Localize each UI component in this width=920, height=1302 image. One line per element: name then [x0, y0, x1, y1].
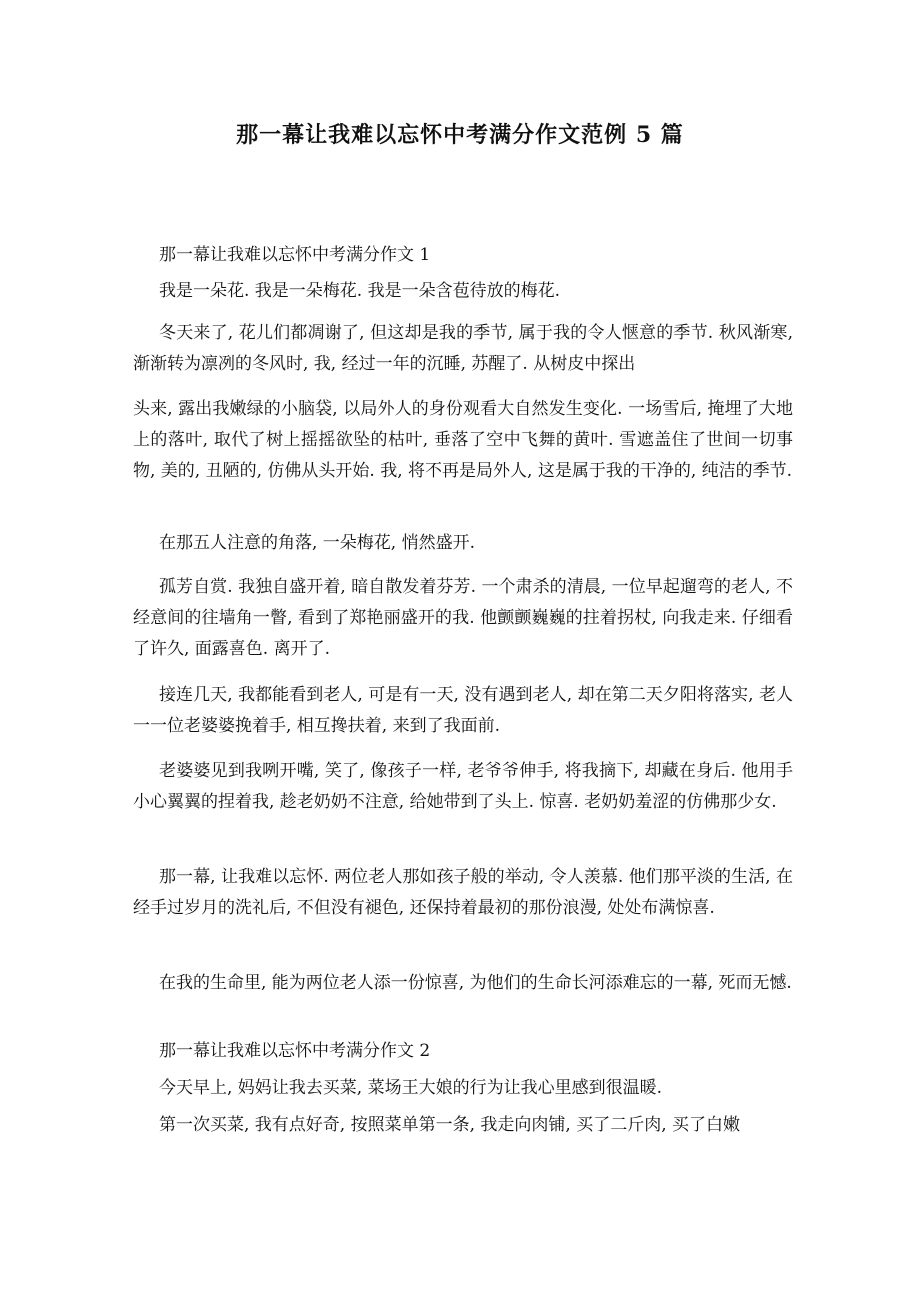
paragraph-5: 孤芳自赏. 我独自盛开着, 暗自散发着芬芳. 一个肃杀的清晨, 一位早起遛弯的老人, 不经意间的往墙角一瞥, 看到了郑艳丽盛开的我. 他颤颤巍巍的拄着拐杖, 向我走来. 仔细看了许久, 面露喜色. 离开了.	[133, 577, 793, 659]
paragraph-3: 头来, 露出我嫩绿的小脑袋, 以局外人的身份观看大自然发生变化. 一场雪后, 掩埋了大地上的落叶, 取代了树上摇摇欲坠的枯叶, 垂落了空中飞舞的黄叶. 雪遮盖住了世间一切事物, 美的, 丑陋的, 仿佛从头开始. 我, 将不再是局外人, 这是属于我的干净的, 纯洁的季节.	[133, 399, 793, 481]
paragraph-7: 老婆婆见到我咧开嘴, 笑了, 像孩子一样, 老爷爷伸手, 将我摘下, 却藏在身后. 他用手小心翼翼的捏着我, 趁老奶奶不注意, 给她带到了头上. 惊喜. 老奶奶羞涩的仿佛那少女.	[133, 761, 793, 812]
paragraph-8: 那一幕, 让我难以忘怀. 两位老人那如孩子般的举动, 令人羡慕. 他们那平淡的生活, 在经手过岁月的洗礼后, 不但没有褪色, 还保持着最初的那份浪漫, 处处布满惊喜.	[133, 867, 793, 918]
essay-heading-1: 那一幕让我难以忘怀中考满分作文 1	[159, 245, 431, 265]
paragraph-1: 我是一朵花. 我是一朵梅花. 我是一朵含苞待放的梅花.	[159, 281, 561, 301]
paragraph-4: 在那五人注意的角落, 一朵梅花, 悄然盛开.	[159, 533, 476, 553]
paragraph-2: 冬天来了, 花儿们都凋谢了, 但这却是我的季节, 属于我的令人惬意的季节. 秋风渐寒, 渐渐转为凛冽的冬风时, 我, 经过一年的沉睡, 苏醒了. 从树皮中探出	[133, 323, 793, 374]
paragraph-11: 第一次买菜, 我有点好奇, 按照菜单第一条, 我走向肉铺, 买了二斤肉, 买了白嫩	[159, 1115, 741, 1135]
document-title: 那一幕让我难以忘怀中考满分作文范例 5 篇	[236, 122, 684, 148]
essay-heading-2: 那一幕让我难以忘怀中考满分作文 2	[159, 1041, 431, 1061]
paragraph-10: 今天早上, 妈妈让我去买菜, 菜场王大娘的行为让我心里感到很温暖.	[159, 1078, 663, 1098]
paragraph-6: 接连几天, 我都能看到老人, 可是有一天, 没有遇到老人, 却在第二天夕阳将落实, 老人一一位老婆婆挽着手, 相互搀扶着, 来到了我面前.	[133, 685, 793, 736]
paragraph-9: 在我的生命里, 能为两位老人添一份惊喜, 为他们的生命长河添难忘的一幕, 死而无憾.	[159, 973, 792, 993]
